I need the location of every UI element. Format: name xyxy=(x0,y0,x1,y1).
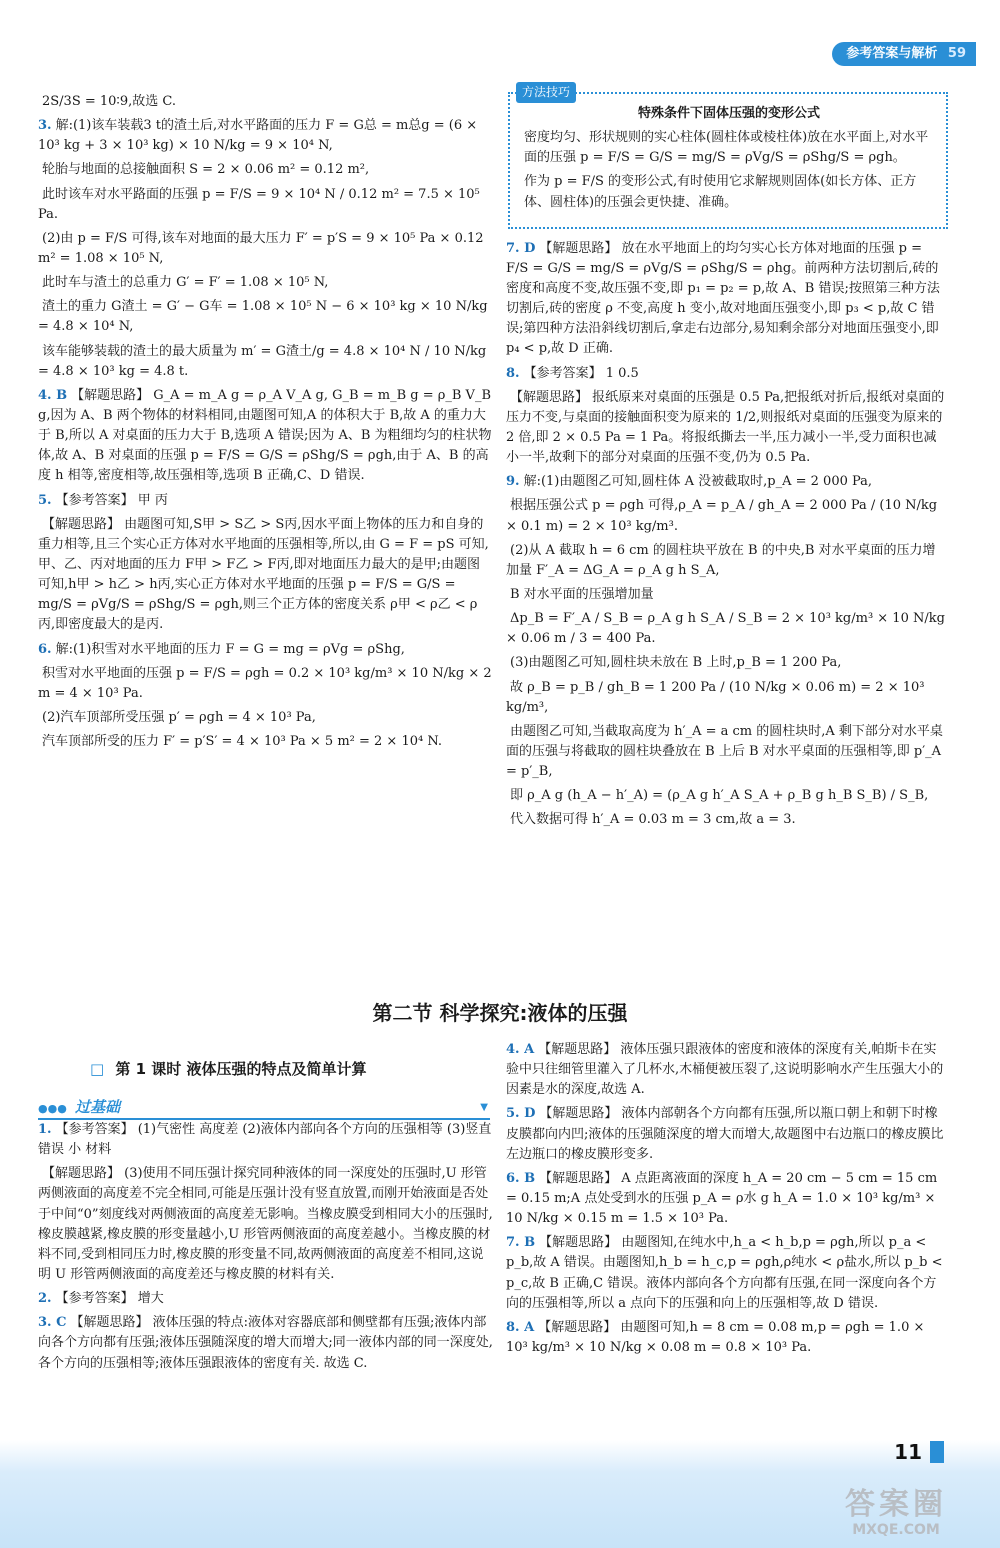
answer-number: 7. B xyxy=(506,1235,536,1251)
answer-item xyxy=(38,1313,493,1373)
answer-text: 代入数据可得 h′_A = 0.03 m = 3 cm,故 a = 3. xyxy=(510,812,796,828)
answer-item xyxy=(506,364,948,384)
answer-item xyxy=(38,664,493,704)
answer-text: 根据压强公式 p = ρgh 可得,ρ_A = p_A / gh_A = 2 000 Pa / (10 N/kg × 0.1 m) = 2 × 10³ kg/m³. xyxy=(506,498,938,534)
lesson-title-text: 第 1 课时 液体压强的特点及简单计算 xyxy=(115,1060,367,1078)
answer-number: 3. xyxy=(38,118,52,134)
answer-number: 5. xyxy=(38,492,52,508)
answer-number: 3. C xyxy=(38,1315,67,1331)
answer-text: 【参考答案】 1 0.5 xyxy=(523,365,639,381)
answer-item xyxy=(506,1104,948,1164)
answer-text: 解:(1)由题图乙可知,圆柱体 A 没被截取时,p_A = 2 000 Pa, xyxy=(523,474,873,490)
header-tab xyxy=(832,42,976,66)
watermark-top: 答案圈 xyxy=(845,1487,947,1522)
answer-text: 汽车顶部所受的压力 F′ = p′S′ = 4 × 10³ Pa × 5 m² = 2 × 10⁴ N. xyxy=(42,734,443,750)
answer-item xyxy=(506,1318,948,1358)
answer-text: 即 ρ_A g (h_A − h′_A) = (ρ_A g h′_A S_A + ρ_B g h_B S_B) / S_B, xyxy=(510,788,929,804)
answer-number: 6. B xyxy=(506,1170,536,1186)
answer-text: 2S/3S = 10∶9,故选 C. xyxy=(42,94,176,109)
answer-text: 【解题思路】 由题图知,在纯水中,h_a < h_b,p = ρgh,所以 p_a < p_b,故 A 错误。由题图知,h_b = h_c,p = ρgh,ρ纯水 < ρ盐水,所以 p_b < p_c,故 B 正确,C 错误。液体内部向各个方向都有压强,在同一深度向各个方向的压强相等,所以 a 点向下的压强和向上的压强相等,故 D 错误. xyxy=(506,1235,943,1311)
answer-text: 【解题思路】 液体内部朝各个方向都有压强,所以瓶口朝上和朝下时橡皮膜都向内凹;液体的压强随深度的增大而增大,故题图中右边瓶口的橡皮膜比左边瓶口的橡皮膜形变多. xyxy=(506,1106,944,1162)
answer-text: 【解题思路】 液体压强的特点:液体对容器底部和侧壁都有压强;液体内部向各个方向都有压强;液体压强随深度的增大而增大;同一液体内部的同一深度处,各个方向的压强相等;液体压强跟液体的密度有关. 故选 C. xyxy=(38,1315,493,1371)
chevron-down-icon: ▼ xyxy=(480,1102,488,1113)
answer-number: 5. D xyxy=(506,1106,536,1122)
answer-item xyxy=(38,386,493,487)
right-column xyxy=(506,85,948,835)
answer-item xyxy=(38,116,493,156)
answer-item xyxy=(506,786,948,806)
header-band xyxy=(0,0,1000,62)
answer-item xyxy=(506,609,948,649)
answer-text: 【解题思路】 (3)使用不同压强计探究同种液体的同一深度处的压强时,U 形管两侧液面的高度差不完全相同,可能是压强计没有竖直放置,而刚开始液面是否处于中间“0”刻度线对两侧液面的高度差无影响。当橡皮膜受到相同大小的压强时,橡皮膜越紧,橡皮膜的形变量越小,U 形管两侧液面的高度差越小。当橡皮膜的材料不同,受到相同压力时,橡皮膜的形变量不同,故两侧液面的高度差不相同,这说明 U 形管两侧液面的高度差还与橡皮膜的材料有关. xyxy=(38,1166,493,1282)
left-column xyxy=(38,92,493,756)
answer-item xyxy=(38,640,493,660)
answer-item xyxy=(506,678,948,718)
method-tips-line1: 密度均匀、形状规则的实心柱体(圆柱体或棱柱体)放在水平面上,对水平面的压强 p = F/S = G/S = mg/S = ρVg/S = ρShg/S = ρgh。 xyxy=(524,130,929,166)
answer-text: B 对水平面的压强增加量 xyxy=(510,586,654,602)
answer-text: 该车能够装载的渣土的最大质量为 m′ = G渣土/g = 4.8 × 10⁴ N / 10 N/kg = 4.8 × 10³ kg = 4.8 t. xyxy=(38,343,487,379)
answer-number: 2. xyxy=(38,1291,52,1307)
answer-number: 4. B xyxy=(38,387,68,403)
answer-item xyxy=(38,515,493,636)
page-marker xyxy=(930,1441,944,1463)
answer-item xyxy=(38,185,493,225)
answer-text: 故 ρ_B = p_B / gh_B = 1 200 Pa / (10 N/kg × 0.06 m) = 2 × 10³ kg/m³, xyxy=(506,679,925,715)
answer-item xyxy=(38,297,493,337)
answer-number: 9. xyxy=(506,474,520,490)
answer-item xyxy=(38,491,493,511)
method-tips-line2: 作为 p = F/S 的变形公式,有时使用它求解规则固体(如长方体、正方体、圆柱体)的压强会更快捷、准确。 xyxy=(524,174,917,210)
book-icon: □ xyxy=(90,1060,105,1078)
lesson-title xyxy=(90,1058,367,1081)
answer-item xyxy=(38,1120,493,1160)
answer-number: 8. xyxy=(506,365,520,381)
basic-section-label: 过基础 xyxy=(74,1098,120,1116)
answer-item xyxy=(506,653,948,673)
answer-item xyxy=(506,810,948,830)
answer-text: 积雪对水平地面的压强 p = F/S = ρgh = 0.2 × 10³ kg/m³ × 10 N/kg × 2 m = 4 × 10³ Pa. xyxy=(38,665,492,701)
answer-item xyxy=(506,585,948,605)
answer-item xyxy=(506,472,948,492)
section-title: 第二节 科学探究:液体的压强 xyxy=(372,1001,628,1025)
answer-text: (2)汽车顶部所受压强 p′ = ρgh = 4 × 10³ Pa, xyxy=(42,709,316,725)
method-tips-title: 特殊条件下固体压强的变形公式 xyxy=(637,106,820,121)
answer-item xyxy=(38,342,493,382)
method-tips-box xyxy=(508,85,948,229)
answer-text: 此时车与渣土的总重力 G′ = F′ = 1.08 × 10⁵ N, xyxy=(42,275,329,291)
answer-item xyxy=(506,722,948,782)
answer-item xyxy=(38,160,493,180)
answer-number: 6. xyxy=(38,641,52,657)
basic-section-bar xyxy=(38,1096,490,1120)
answer-text: 【参考答案】 增大 xyxy=(55,1291,164,1307)
lower-right-column xyxy=(506,1040,948,1362)
watermark xyxy=(806,1488,986,1538)
answer-text: 解:(1)积雪对水平地面的压力 F = G = mg = ρVg = ρShg, xyxy=(55,641,405,657)
answer-item xyxy=(506,1040,948,1100)
answer-text: 此时该车对水平路面的压强 p = F/S = 9 × 10⁴ N / 0.12 m² = 7.5 × 10⁵ Pa. xyxy=(38,186,480,222)
answer-item xyxy=(38,273,493,293)
right-answers xyxy=(506,239,948,831)
brand-logo: 59 xyxy=(947,46,966,61)
answer-text: 【解题思路】 液体压强只跟液体的密度和液体的深度有关,帕斯卡在实验中只往细管里灌入了几杯水,木桶便被压裂了,这说明影响水产生压强大小的因素是水的深度,故选 A. xyxy=(506,1042,944,1098)
answer-item xyxy=(38,1289,493,1309)
answer-text: 【解题思路】 由题图可知,S甲 > S乙 > S丙,因水平面上物体的压力和自身的重力相等,且三个实心正方体对水平地面的压强相等,所以,由 G = F = pS 可知,甲、乙、丙对地面的压力 F甲 > F乙 > F丙,即对地面压力最大的是甲;由题图可知,h甲 > h乙 > h丙,实心正方体对水平地面的压强 p = F/S = G/S = mg/S = ρVg/S = ρShg/S = ρgh,则三个正方体的密度关系 ρ甲 < ρ乙 < ρ丙,即密度最大的是丙. xyxy=(38,516,489,633)
answer-number: 1. xyxy=(38,1122,52,1137)
answer-text: 【解题思路】 放在水平地面上的均匀实心长方体对地面的压强 p = F/S = G/S = mg/S = ρVg/S = ρShg/S = ρhg。前两种方法切割后,砖的密度和高度不变,故压强不变,即 p₁ = p₂ = p,故 A、B 错误;按照第三种方法切割后,砖的密度 ρ 不变,高度 h 变小,故对地面压强变小,即 p₃ < p,故 C 错误;第四种方法沿斜线切割后,拿走右边部分,易知剩余部分对地面压强变小,即 p₄ < p,故 D 正确. xyxy=(506,240,940,357)
answer-item xyxy=(506,1233,948,1314)
dots-icon: ●●● xyxy=(38,1102,67,1115)
answer-text: 【解题思路】 G_A = m_A g = ρ_A V_A g, G_B = m_B g = ρ_B V_B g,因为 A、B 两个物体的材料相同,由题图可知,A 的体积大于 B,故 A 的重力大于 B,所以 A 对桌面的压力大于 B,选项 A 错误;因为 A、B 为粗细均匀的柱状物体,故 A、B 对桌面的压强 p = F/S = G/S = ρShg/S = ρgh,由于 A、B 的高度 h 相等,密度相等,故压强相等,选项 B 正确,C、D 错误. xyxy=(38,387,492,484)
answer-item xyxy=(38,1164,493,1285)
answer-text: 【解题思路】 报纸原来对桌面的压强是 0.5 Pa,把报纸对折后,报纸对桌面的压力不变,与桌面的接触面积变为原来的 1/2,则报纸对桌面的压强变为原来的 2 倍,即 2 × 0.5 Pa = 1 Pa。将报纸撕去一半,压力减小一半,受力面积也减小一半,故剩下的部分对桌面的压强不变,仍为 0.5 Pa. xyxy=(506,389,945,466)
answer-item xyxy=(506,496,948,536)
answer-text: (2)由 p = F/S 可得,该车对地面的最大压力 F′ = p′S = 9 × 10⁵ Pa × 0.12 m² = 1.08 × 10⁵ N, xyxy=(38,230,484,266)
watermark-bottom: MXQE.COM xyxy=(852,1522,940,1538)
answer-text: (2)从 A 截取 h = 6 cm 的圆柱块平放在 B 的中央,B 对水平桌面的压力增加量 F′_A = ΔG_A = ρ_A g h S_A, xyxy=(506,542,936,578)
answer-item xyxy=(38,708,493,728)
method-tips-label: 方法技巧 xyxy=(516,82,576,103)
answer-item xyxy=(506,388,948,469)
answer-item xyxy=(506,541,948,581)
answer-text: 由题图乙可知,当截取高度为 h′_A = a cm 的圆柱块时,A 剩下部分对水平桌面的压强与将截取的圆柱块叠放在 B 上后 B 对水平桌面的压强相等,即 p′_A = p′_B, xyxy=(506,723,943,780)
lower-left-column xyxy=(38,1120,493,1378)
page-number: 11 xyxy=(894,1440,922,1464)
answer-number: 8. A xyxy=(506,1319,535,1335)
answer-item xyxy=(506,239,948,360)
answer-text: 渣土的重力 G渣土 = G′ − G车 = 1.08 × 10⁵ N − 6 × 10³ kg × 10 N/kg = 4.8 × 10⁴ N, xyxy=(38,299,488,335)
answer-text: 【参考答案】 甲 丙 xyxy=(55,492,168,508)
answer-number: 4. A xyxy=(506,1042,535,1057)
answer-text: 【参考答案】 (1)气密性 高度差 (2)液体内部向各个方向的压强相等 (3)竖直 错误 小 材料 xyxy=(38,1122,492,1158)
answer-text: 【解题思路】 由题图可知,h = 8 cm = 0.08 m,p = ρgh = 1.0 × 10³ kg/m³ × 10 N/kg × 0.08 m = 0.8 × 10³ Pa. xyxy=(506,1319,925,1355)
answer-text: Δp_B = F′_A / S_B = ρ_A g h S_A / S_B = 2 × 10³ kg/m³ × 10 N/kg × 0.06 m / 3 = 400 Pa. xyxy=(506,611,945,647)
answer-item xyxy=(38,732,493,752)
answer-item xyxy=(38,229,493,269)
answer-text: 轮胎与地面的总接触面积 S = 2 × 0.06 m² = 0.12 m², xyxy=(42,162,370,178)
answer-text: (3)由题图乙可知,圆柱块未放在 B 上时,p_B = 1 200 Pa, xyxy=(510,655,842,671)
answer-item xyxy=(506,1169,948,1229)
answer-text: 【解题思路】 A 点距离液面的深度 h_A = 20 cm − 5 cm = 15 cm = 0.15 m;A 点处受到水的压强 p_A = ρ水 g h_A = 1.0 × 10³ kg/m³ × 10 N/kg × 0.15 m = 1.5 × 10³ Pa. xyxy=(506,1170,938,1227)
answer-item xyxy=(38,92,493,112)
answer-number: 7. D xyxy=(506,240,536,256)
answer-text: 解:(1)该车装载3 t的渣土后,对水平路面的压力 F = G总 = m总g = (6 × 10³ kg + 3 × 10³ kg) × 10 N/kg = 9 × 10⁴ N, xyxy=(38,118,478,154)
header-tab-label: 参考答案与解析 xyxy=(846,46,938,61)
